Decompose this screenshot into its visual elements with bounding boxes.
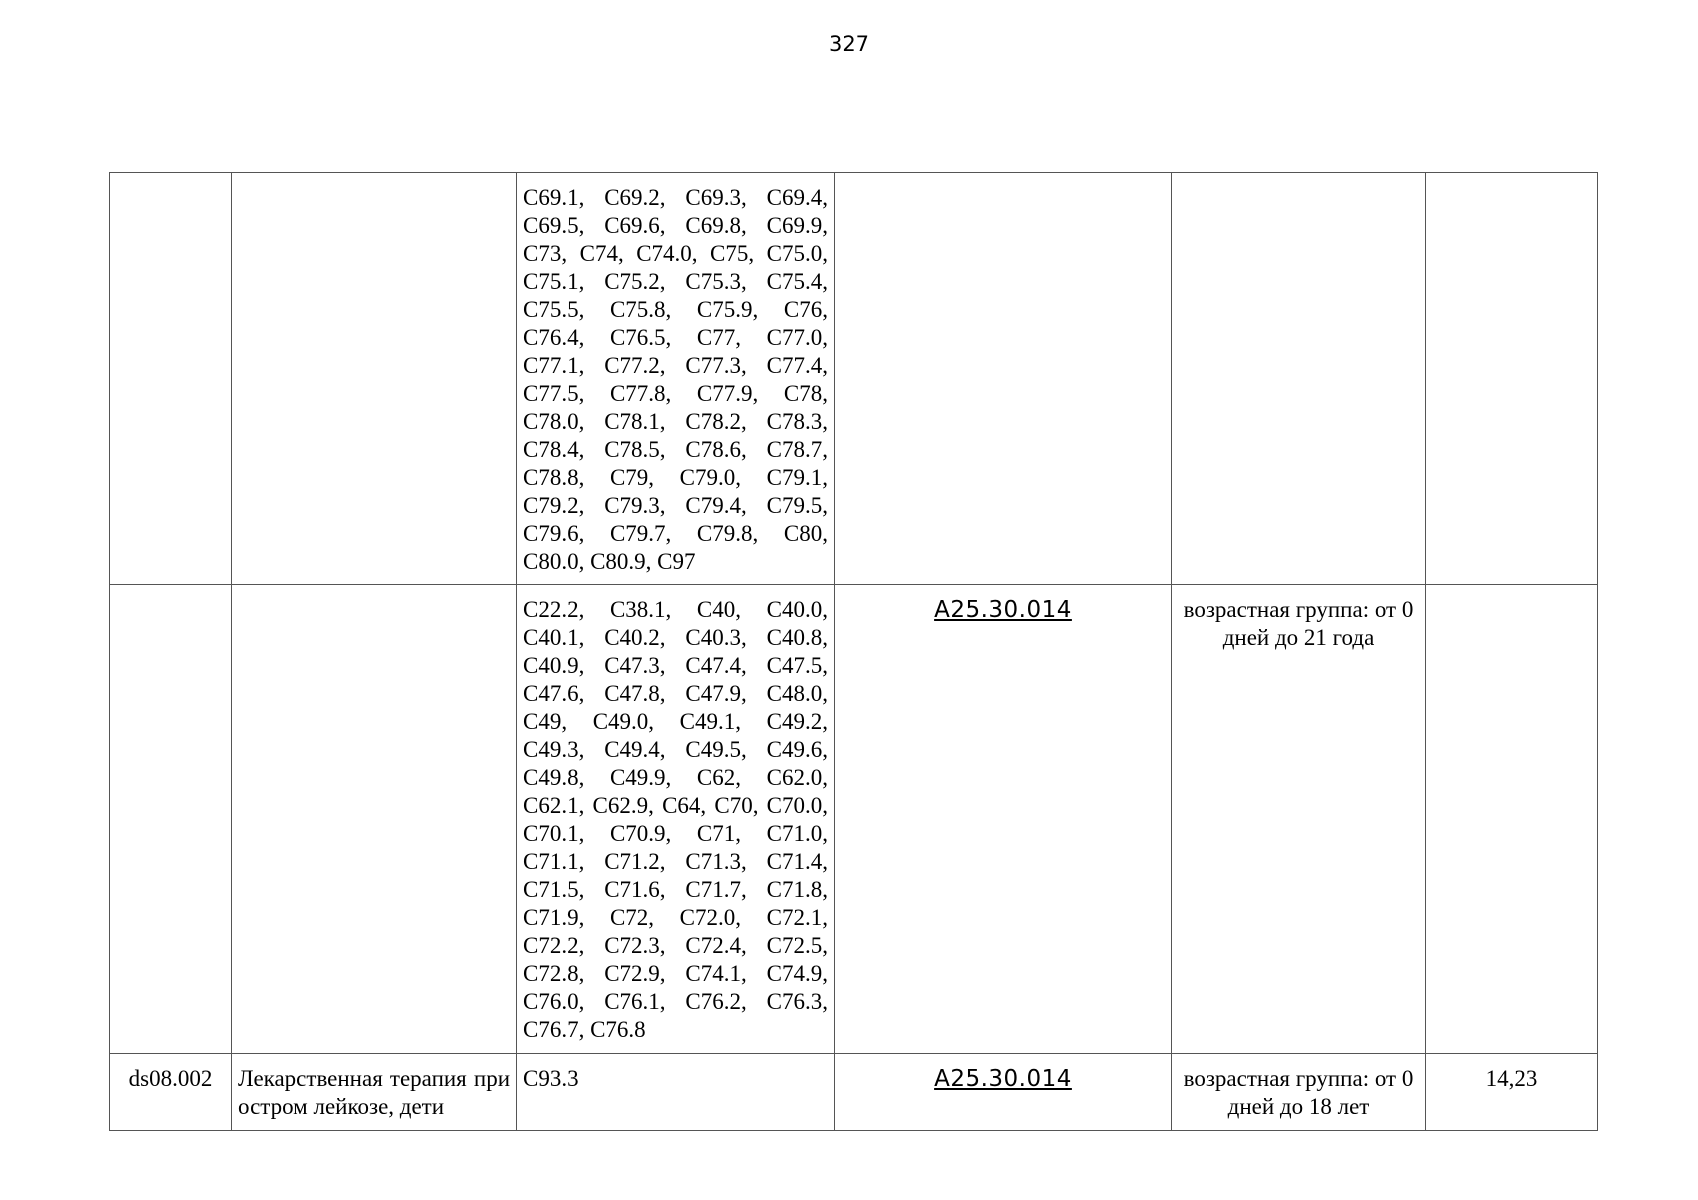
cell-service bbox=[835, 173, 1172, 585]
cell-code bbox=[110, 585, 232, 1054]
cell-diagnoses: C69.1, C69.2, C69.3, C69.4, C69.5, C69.6, C69.8, C69.9, C73, C74, C74.0, C75, C75.0, C75.1, C75.2, C75.3, C75.4, C75.5, C75.8, C75.9, C76, C76.4, C76.5, C77, C77.0, C77.1, C77.2, C77.3, C77.4, C77.5, C77.8, C77.9, C78, C78.0, C78.1, C78.2, C78.3, C78.4, C78.5, C78.6, C78.7, C78.8, C79, C79.0, C79.1, C79.2, C79.3, C79.4, C79.5, C79.6, C79.7, C79.8, C80, C80.0, C80.9, C97 bbox=[517, 173, 835, 585]
cell-name bbox=[232, 173, 517, 585]
cell-criteria: возрастная группа: от 0 дней до 18 лет bbox=[1172, 1054, 1426, 1131]
cell-criteria: возрастная группа: от 0 дней до 21 года bbox=[1172, 585, 1426, 1054]
cell-coefficient bbox=[1426, 173, 1598, 585]
cell-name bbox=[232, 585, 517, 1054]
cell-criteria bbox=[1172, 173, 1426, 585]
cell-service: A25.30.014 bbox=[835, 1054, 1172, 1131]
cell-name: Лекарственная терапия при остром лейкозе, дети bbox=[232, 1054, 517, 1131]
table-row bbox=[110, 585, 1598, 1054]
table-row bbox=[110, 1054, 1598, 1131]
table-row bbox=[110, 173, 1598, 585]
cell-code: ds08.002 bbox=[110, 1054, 232, 1131]
page-number: 327 bbox=[828, 32, 870, 56]
tariff-table bbox=[109, 172, 1598, 1131]
cell-diagnoses: C22.2, C38.1, C40, C40.0, C40.1, C40.2, C40.3, C40.8, C40.9, C47.3, C47.4, C47.5, C47.6, C47.8, C47.9, C48.0, C49, C49.0, C49.1, C49.2, C49.3, C49.4, C49.5, C49.6, C49.8, C49.9, C62, C62.0, C62.1, C62.9, C64, C70, C70.0, C70.1, C70.9, C71, C71.0, C71.1, C71.2, C71.3, C71.4, C71.5, C71.6, C71.7, C71.8, C71.9, C72, C72.0, C72.1, C72.2, C72.3, C72.4, C72.5, C72.8, C72.9, C74.1, C74.9, C76.0, C76.1, C76.2, C76.3, C76.7, C76.8 bbox=[517, 585, 835, 1054]
cell-coefficient: 14,23 bbox=[1426, 1054, 1598, 1131]
cell-coefficient bbox=[1426, 585, 1598, 1054]
cell-service: A25.30.014 bbox=[835, 585, 1172, 1054]
cell-code bbox=[110, 173, 232, 585]
cell-diagnoses: C93.3 bbox=[517, 1054, 835, 1131]
